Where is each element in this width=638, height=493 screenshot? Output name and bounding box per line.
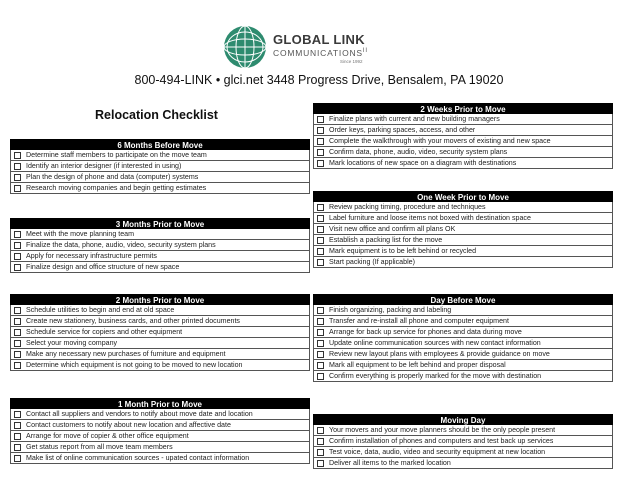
checklist-item xyxy=(313,213,613,224)
checklist-item xyxy=(10,453,310,464)
checklist-item xyxy=(313,371,613,382)
checklist-item-label: Mark all equipment to be left behind and proper disposal xyxy=(329,361,506,369)
checklist-item xyxy=(10,183,310,194)
checklist-item xyxy=(313,202,613,213)
checklist-item xyxy=(10,262,310,273)
checklist-section xyxy=(313,103,613,169)
checkbox[interactable] xyxy=(317,160,324,167)
checkbox[interactable] xyxy=(14,318,21,325)
checklist-item xyxy=(313,458,613,469)
checkbox[interactable] xyxy=(317,307,324,314)
document-title: Relocation Checklist xyxy=(95,108,218,122)
checklist-item xyxy=(313,158,613,169)
checklist-item-label: Deliver all items to the marked location xyxy=(329,459,451,467)
checkbox[interactable] xyxy=(317,351,324,358)
checklist-item-label: Review new layout plans with employees & provide guidance on move xyxy=(329,350,550,358)
checklist-item-label: Determine staff members to participate on the move team xyxy=(26,151,207,159)
checkbox[interactable] xyxy=(14,455,21,462)
checklist-item-label: Plan the design of phone and data (computer) systems xyxy=(26,173,199,181)
checklist-item xyxy=(10,442,310,453)
checklist-item-label: Finalize design and office structure of new space xyxy=(26,263,180,271)
checklist-item xyxy=(313,125,613,136)
checklist-item-label: Apply for necessary infrastructure permits xyxy=(26,252,157,260)
checklist-item xyxy=(313,147,613,158)
checklist-item xyxy=(313,447,613,458)
checklist-item xyxy=(313,327,613,338)
checkbox[interactable] xyxy=(14,307,21,314)
checklist-item-label: Meet with the move planning team xyxy=(26,230,135,238)
checklist-item xyxy=(10,316,310,327)
checklist-item-label: Arrange for move of copier & other office equipment xyxy=(26,432,189,440)
checklist-item xyxy=(313,246,613,257)
checkbox[interactable] xyxy=(317,340,324,347)
checklist-item xyxy=(313,224,613,235)
checklist-item xyxy=(313,257,613,268)
checklist-item-label: Test voice, data, audio, video and security equipment at new location xyxy=(329,448,546,456)
checklist-item xyxy=(313,436,613,447)
company-subtitle: $COMMUNICATIONS^{II}$ xyxy=(273,48,368,58)
section-header: 3 Months Prior to Move xyxy=(10,218,310,229)
company-since: Since 1992 xyxy=(340,59,363,64)
checklist-item-label: Visit new office and confirm all plans OK xyxy=(329,225,456,233)
checkbox[interactable] xyxy=(14,174,21,181)
contact-line: 800-494-LINK • glci.net 3448 Progress Drive, Bensalem, PA 19020 xyxy=(134,73,504,87)
checklist-item-label: Transfer and re-install all phone and computer equipment xyxy=(329,317,509,325)
checklist-item xyxy=(10,327,310,338)
checklist-section xyxy=(313,414,613,469)
checklist-section xyxy=(10,139,310,194)
checklist-item xyxy=(10,431,310,442)
checklist-item-label: Select your moving company xyxy=(26,339,118,347)
checkbox[interactable] xyxy=(317,215,324,222)
checkbox[interactable] xyxy=(317,329,324,336)
checklist-section xyxy=(10,398,310,464)
checklist-item-label: Start packing (If applicable) xyxy=(329,258,415,266)
checklist-item-label: Complete the walkthrough with your movers of existing and new space xyxy=(329,137,551,145)
checklist-item xyxy=(10,172,310,183)
checklist-item-label: Contact all suppliers and vendors to notify about move date and location xyxy=(26,410,253,418)
checklist-item xyxy=(10,338,310,349)
company-name: GLOBAL LINK xyxy=(273,32,365,47)
checkbox[interactable] xyxy=(317,248,324,255)
checkbox[interactable] xyxy=(317,362,324,369)
checklist-item-label: Schedule service for copiers and other equipment xyxy=(26,328,183,336)
checkbox[interactable] xyxy=(14,444,21,451)
checkbox[interactable] xyxy=(14,253,21,260)
checklist-item xyxy=(313,425,613,436)
company-logo xyxy=(222,24,422,74)
checklist-item-label: Order keys, parking spaces, access, and other xyxy=(329,126,476,134)
checkbox[interactable] xyxy=(317,438,324,445)
checklist-section xyxy=(10,294,310,371)
checklist-item-label: Label furniture and loose items not boxed with destination space xyxy=(329,214,531,222)
checklist-item xyxy=(313,114,613,125)
checklist-item-label: Finish organizing, packing and labeling xyxy=(329,306,452,314)
section-header: Day Before Move xyxy=(313,294,613,305)
section-header: One Week Prior to Move xyxy=(313,191,613,202)
checkbox[interactable] xyxy=(317,204,324,211)
checklist-section xyxy=(313,294,613,382)
checklist-item-label: Confirm installation of phones and computers and test back up services xyxy=(329,437,554,445)
checklist-item-label: Update online communication sources with new contact information xyxy=(329,339,541,347)
checklist-item xyxy=(10,229,310,240)
checkbox[interactable] xyxy=(14,185,21,192)
checkbox[interactable] xyxy=(317,116,324,123)
checkbox[interactable] xyxy=(317,449,324,456)
checklist-item-label: Identify an interior designer (if interested in using) xyxy=(26,162,182,170)
checklist-item xyxy=(10,161,310,172)
checklist-item-label: Get status report from all move team members xyxy=(26,443,173,451)
checklist-item-label: Schedule utilities to begin and end at old space xyxy=(26,306,175,314)
checkbox[interactable] xyxy=(14,242,21,249)
checklist-item xyxy=(10,349,310,360)
checklist-item xyxy=(313,360,613,371)
checklist-item xyxy=(313,136,613,147)
checkbox[interactable] xyxy=(14,362,21,369)
checkbox[interactable] xyxy=(14,152,21,159)
checklist-item xyxy=(313,235,613,246)
checklist-item-label: Mark locations of new space on a diagram with destinations xyxy=(329,159,517,167)
checklist-item xyxy=(10,305,310,316)
checklist-item xyxy=(313,338,613,349)
checklist-item-label: Research moving companies and begin getting estimates xyxy=(26,184,207,192)
checkbox[interactable] xyxy=(14,264,21,271)
checklist-item xyxy=(10,420,310,431)
checkbox[interactable] xyxy=(317,127,324,134)
checkbox[interactable] xyxy=(317,226,324,233)
checklist-item-label: Confirm data, phone, audio, video, security system plans xyxy=(329,148,508,156)
checklist-item-label: Establish a packing list for the move xyxy=(329,236,443,244)
checkbox[interactable] xyxy=(317,237,324,244)
checklist-item xyxy=(313,305,613,316)
checkbox[interactable] xyxy=(14,163,21,170)
globe-icon xyxy=(222,24,268,70)
checkbox[interactable] xyxy=(317,138,324,145)
checklist-section xyxy=(313,191,613,268)
checkbox[interactable] xyxy=(317,149,324,156)
checklist-item-label: Make list of online communication sources - upated contact information xyxy=(26,454,250,462)
checkbox[interactable] xyxy=(317,427,324,434)
checkbox[interactable] xyxy=(14,411,21,418)
checklist-item-label: Make any necessary new purchases of furniture and equipment xyxy=(26,350,226,358)
checklist-item-label: Finalize plans with current and new building managers xyxy=(329,115,500,123)
checkbox[interactable] xyxy=(14,231,21,238)
section-header: 6 Months Before Move xyxy=(10,139,310,150)
section-header: 2 Weeks Prior to Move xyxy=(313,103,613,114)
checkbox[interactable] xyxy=(14,329,21,336)
checklist-section xyxy=(10,218,310,273)
checkbox[interactable] xyxy=(317,259,324,266)
checkbox[interactable] xyxy=(14,422,21,429)
checklist-item xyxy=(10,360,310,371)
checklist-item-label: Your movers and your move planners should be the only people present xyxy=(329,426,556,434)
checklist-item-label: Confirm everything is properly marked for the move with destination xyxy=(329,372,542,380)
section-header: Moving Day xyxy=(313,414,613,425)
section-header: 1 Month Prior to Move xyxy=(10,398,310,409)
checklist-item-label: Determine which equipment is not going to be moved to new location xyxy=(26,361,243,369)
checklist-item-label: Contact customers to notify about new location and affective date xyxy=(26,421,231,429)
checkbox[interactable] xyxy=(14,433,21,440)
checkbox[interactable] xyxy=(14,351,21,358)
checklist-item-label: Arrange for back up service for phones and data during move xyxy=(329,328,522,336)
checklist-item xyxy=(10,150,310,161)
checklist-item-label: Finalize the data, phone, audio, video, security system plans xyxy=(26,241,216,249)
checklist-item xyxy=(10,240,310,251)
checkbox[interactable] xyxy=(14,340,21,347)
checklist-item-label: Mark equipment is to be left behind or recycled xyxy=(329,247,477,255)
checklist-item xyxy=(10,251,310,262)
checklist-item xyxy=(313,316,613,327)
checkbox[interactable] xyxy=(317,318,324,325)
checkbox[interactable] xyxy=(317,460,324,467)
section-header: 2 Months Prior to Move xyxy=(10,294,310,305)
checklist-item-label: Create new stationery, business cards, and other printed documents xyxy=(26,317,240,325)
checklist-item xyxy=(313,349,613,360)
checklist-item xyxy=(10,409,310,420)
checklist-item-label: Review packing timing, procedure and techniques xyxy=(329,203,486,211)
checkbox[interactable] xyxy=(317,373,324,380)
